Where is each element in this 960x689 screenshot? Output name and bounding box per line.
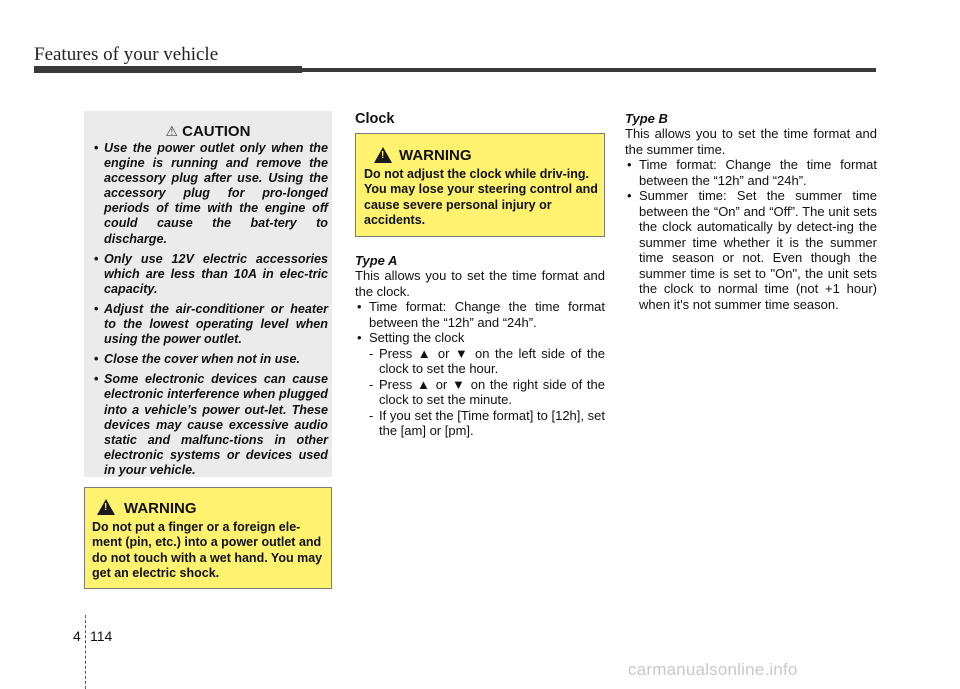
- caution-box: [84, 111, 332, 477]
- caution-title: CAUTION: [182, 123, 251, 140]
- caution-item: • Some electronic devices can cause electronic interference when plugged into a vehicle’s power out-let. These devices may cause excessive audio static and malfunc-tions in other electronic systems or devices used in your vehicle.: [92, 372, 328, 478]
- type-a-step: - If you set the [Time format] to [12h], set the [am] or [pm].: [355, 408, 605, 439]
- clock-warning-box: [355, 133, 605, 237]
- type-b-bullet: • Time format: Change the time format between the “12h” and “24h”.: [625, 157, 877, 188]
- warning-text: Do not adjust the clock while driv-ing. You may lose your steering control and cause severe personal injury or accidents.: [364, 167, 598, 227]
- caution-item: • Close the cover when not in use.: [92, 352, 328, 367]
- caution-heading: [84, 123, 332, 140]
- page-header-title: Features of your vehicle: [34, 44, 219, 65]
- type-b-bullet: • Summer time: Set the summer time between the “On” and “Off”. The unit sets the clock automatically by detect-ing the summer time whether it is the summer time season or not. Even though the summer time is set to "On", the unit sets the clock to normal time (not +1 hour) when it's not summer time season.: [625, 188, 877, 312]
- power-outlet-warning-box: [84, 487, 332, 589]
- clock-column: [355, 111, 605, 127]
- caution-list: [92, 141, 328, 483]
- type-a-intro: This allows you to set the time format and the clock.: [355, 268, 605, 299]
- type-a-section: [355, 253, 605, 439]
- type-a-step: - Press ▲ or ▼ on the left side of the clock to set the hour.: [355, 346, 605, 377]
- type-a-heading: Type A: [355, 253, 398, 268]
- warning-triangle-icon: !: [374, 147, 392, 163]
- header-rule-accent: [34, 66, 302, 73]
- caution-item: • Adjust the air-conditioner or heater to the lowest operating level when using the power outlet.: [92, 302, 328, 347]
- warning-title: WARNING: [399, 147, 472, 164]
- caution-triangle-icon: ⚠: [165, 123, 179, 139]
- type-a-bullet: • Time format: Change the time format between the “12h” and “24h”.: [355, 299, 605, 330]
- caution-item: • Only use 12V electric accessories which are less than 10A in elec-tric capacity.: [92, 252, 328, 297]
- type-b-section: [625, 111, 877, 312]
- type-b-heading: Type B: [625, 111, 668, 126]
- chapter-number: 4: [73, 628, 81, 644]
- page-number: 114: [90, 628, 113, 644]
- footer-divider: [85, 615, 86, 689]
- warning-title: WARNING: [124, 500, 197, 517]
- warning-text: Do not put a finger or a foreign ele-ment (pin, etc.) into a power outlet and do not touch with a wet hand. You may get an electric shock.: [92, 520, 323, 580]
- type-a-bullet: • Setting the clock: [355, 330, 605, 346]
- type-b-intro: This allows you to set the time format and the summer time.: [625, 126, 877, 157]
- watermark: carmanualsonline.info: [628, 660, 798, 679]
- caution-item: • Use the power outlet only when the engine is running and remove the accessory plug after use. Using the accessory plug for pro-longed periods of time with the engine off could cause the bat-tery to discharge.: [92, 141, 328, 247]
- type-a-step: - Press ▲ or ▼ on the right side of the clock to set the minute.: [355, 377, 605, 408]
- clock-heading: Clock: [355, 111, 395, 127]
- warning-triangle-icon: !: [97, 499, 115, 515]
